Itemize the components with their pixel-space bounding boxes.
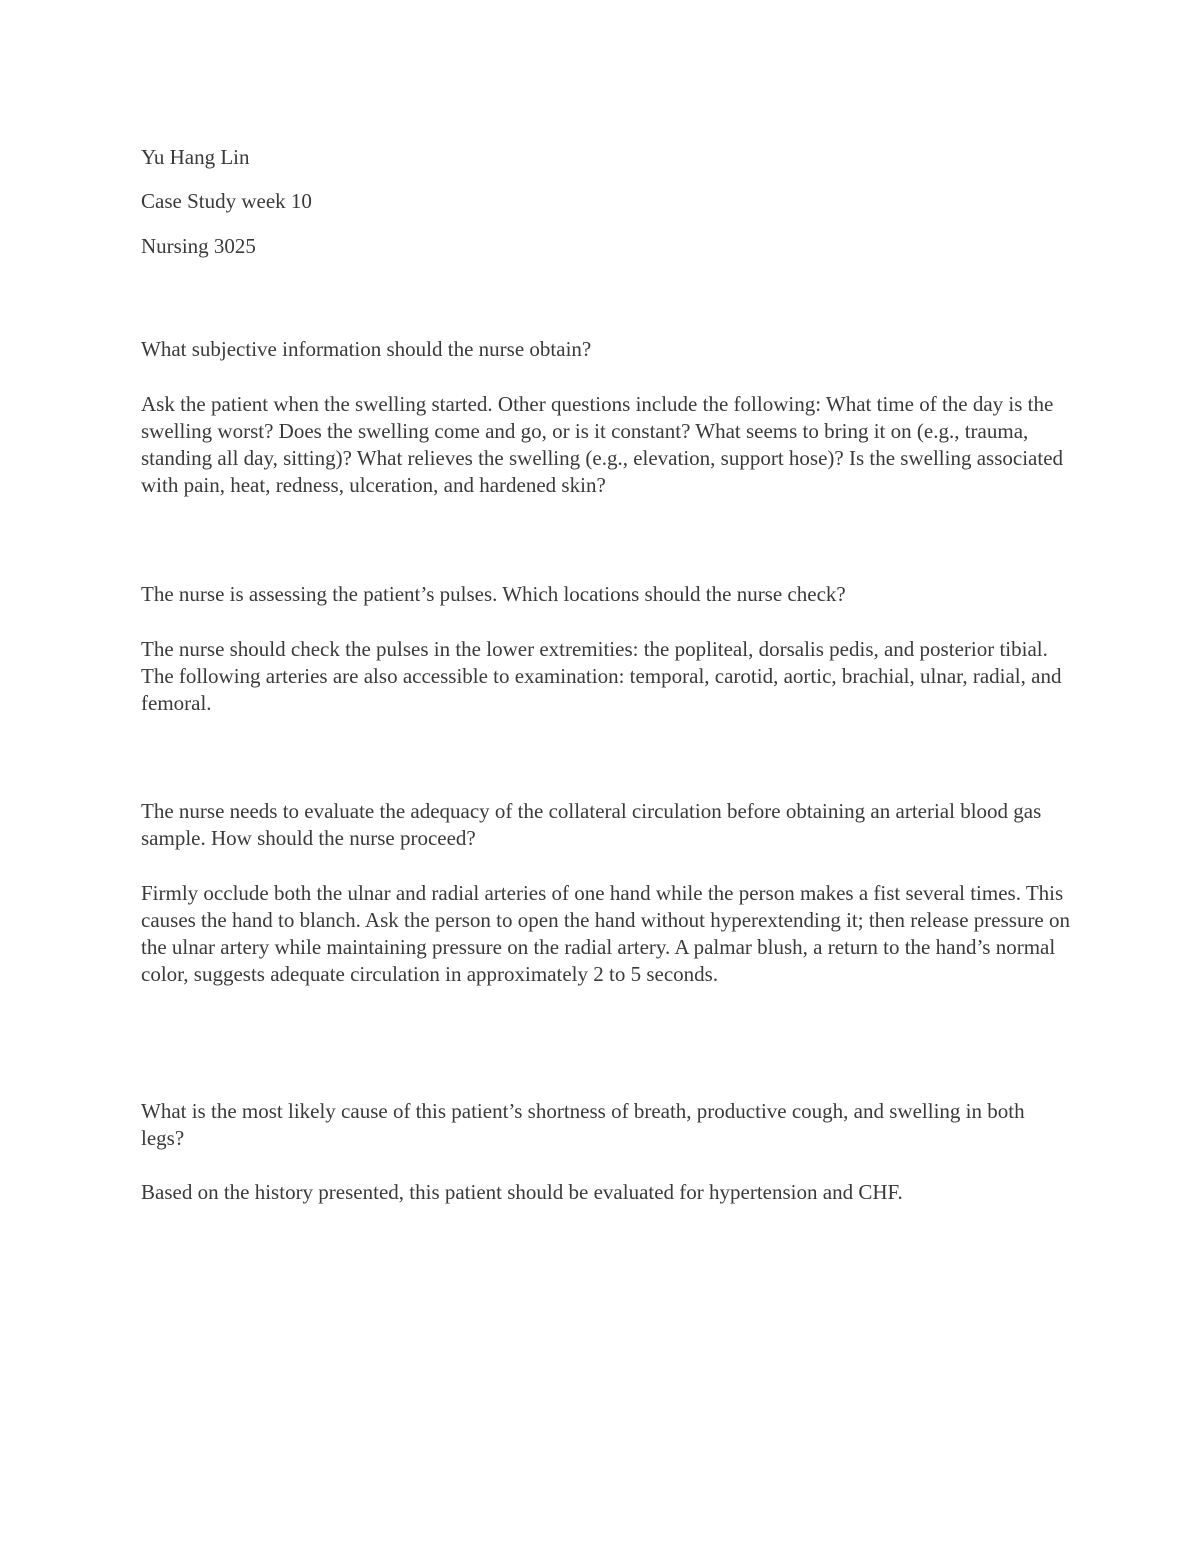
answer-2: The nurse should check the pulses in the lower extremities: the popliteal, dorsalis pedis, and posterior tibial. The following arteries are also accessible to examination: temporal, carotid, aortic, brachial, ulnar, radial, and femoral. bbox=[141, 637, 1062, 715]
course-name: Nursing 3025 bbox=[141, 234, 256, 258]
answer-1: Ask the patient when the swelling started. Other questions include the following: What time of the day is the swelling worst? Does the swelling come and go, or is it constant? What seems to bring it on (e.g., trauma, standing all day, sitting)? What relieves the swelling (e.g., elevation, support hose)? Is the swelling associated with pain, heat, redness, ulceration, and hardened skin? bbox=[141, 392, 1064, 497]
question-1: What subjective information should the nurse obtain? bbox=[141, 337, 592, 361]
answer-3: Firmly occlude both the ulnar and radial arteries of one hand while the person makes a fist several times. This causes the hand to blanch. Ask the person to open the hand without hyperextending it; then release pressure on the ulnar artery while maintaining pressure on the radial artery. A palmar blush, a return to the hand’s normal color, suggests adequate circulation in approximately 2 to 5 seconds. bbox=[141, 881, 1071, 986]
answer-4: Based on the history presented, this patient should be evaluated for hypertension and CHF. bbox=[141, 1180, 903, 1204]
question-3: The nurse needs to evaluate the adequacy of the collateral circulation before obtaining an arterial blood gas sample. How should the nurse proceed? bbox=[141, 799, 1042, 850]
question-2: The nurse is assessing the patient’s pulses. Which locations should the nurse check? bbox=[141, 582, 846, 606]
document-title: Case Study week 10 bbox=[141, 189, 312, 213]
author-name: Yu Hang Lin bbox=[141, 145, 250, 169]
question-4: What is the most likely cause of this patient’s shortness of breath, productive cough, and swelling in both legs? bbox=[141, 1099, 1025, 1150]
